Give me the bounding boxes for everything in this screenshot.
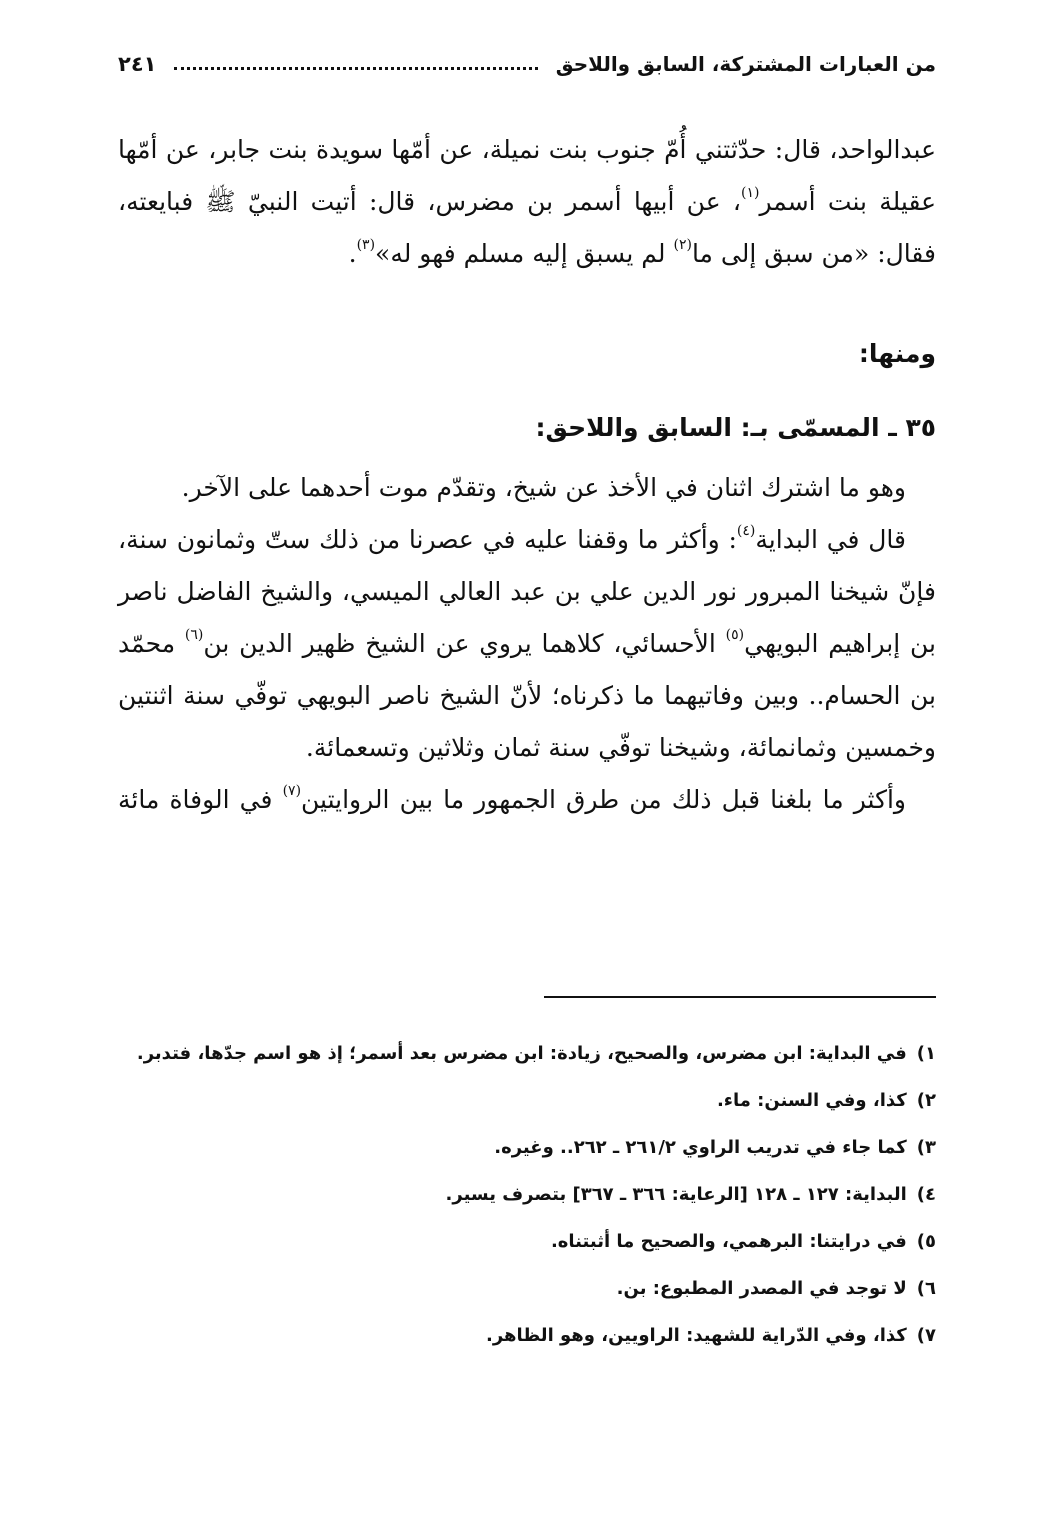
footnote-number: ١) <box>916 1043 936 1064</box>
footnote-item <box>106 1124 936 1171</box>
header-dot-leader <box>174 67 537 70</box>
footnote-text: كذا، وفي السنن: ماء. <box>716 1090 907 1111</box>
paragraph-text: محمّد بن الحسام.. وبين وفاتيهما ما ذكرناه؛ لأنّ الشيخ ناصر البويهي توفّي سنة اثنتين وخمسين وثمانمائة، وشيخنا توفّي سنة ثمان وثلاثين وتسعمائة. <box>118 629 936 762</box>
main-text <box>118 124 936 826</box>
page-number: ٢٤١ <box>118 52 157 76</box>
footnote-item <box>106 1171 936 1218</box>
paragraph-hadith <box>118 124 936 280</box>
running-header <box>118 44 936 84</box>
footnote-number: ٣) <box>916 1137 936 1158</box>
footnote-number: ٤) <box>916 1184 936 1205</box>
paragraph-text: لم يسبق إليه مسلم فهو له» <box>375 239 674 268</box>
footnote-number: ٦) <box>916 1278 936 1299</box>
footnote-ref-6: (٦) <box>184 626 204 643</box>
footnote-ref-1: (١) <box>741 184 760 201</box>
footnote-text: في البداية: ابن مضرس، والصحيح، زيادة: ابن مضرس بعد أسمر؛ إذ هو اسم جدّها، فتدبر. <box>136 1043 907 1064</box>
footnote-ref-3: (٣) <box>356 236 376 253</box>
footnote-text: كذا، وفي الدّراية للشهيد: الراويين، وهو الظاهر. <box>486 1325 907 1346</box>
footnote-separator <box>544 996 936 998</box>
paragraph-definition: وهو ما اشترك اثنان في الأخذ عن شيخ، وتقدّم موت أحدهما على الآخر. <box>181 473 906 502</box>
footnote-number: ٥) <box>916 1231 936 1252</box>
paragraph-text: وأكثر ما بلغنا قبل ذلك من طرق الجمهور ما بين الروايتين <box>301 785 906 814</box>
footnote-item <box>106 1218 936 1265</box>
footnote-ref-7: (٧) <box>282 782 302 799</box>
paragraph-text: قال في البداية <box>755 525 906 554</box>
paragraph-text: ، عن أبيها أسمر بن مضرس، قال: أتيت النبيّ ﷺ فبايعته، فقال: «من سبق إلى ما <box>118 187 936 268</box>
footnote-number: ٢) <box>916 1090 936 1111</box>
paragraph-bidaya <box>118 514 936 774</box>
header-title: من العبارات المشتركة، السابق واللاحق <box>555 52 936 76</box>
footnote-text: كما جاء في تدريب الراوي ٢٦١/٢ ـ ٢٦٢.. وغيره. <box>494 1137 907 1158</box>
footnote-ref-2: (٢) <box>673 236 692 253</box>
paragraph-text: . <box>348 239 357 268</box>
paragraph-text: الأحسائي، كلاهما يروي عن الشيخ ظهير الدين بن <box>203 629 726 658</box>
footnote-number: ٧) <box>916 1325 936 1346</box>
paragraph-text: في الوفاة مائة <box>118 785 283 814</box>
footnote-text: البداية: ١٢٧ ـ ١٢٨ [الرعاية: ٣٦٦ ـ ٣٦٧] بتصرف يسير. <box>445 1184 907 1205</box>
paragraph-text: : وأكثر ما وقفنا عليه في عصرنا من ذلك ستّ وثمانون سنة، فإنّ شيخنا المبرور نور الدين علي بن عبد العالي الميسي، والشيخ الفاضل ناصر بن إبراهيم البويهي <box>118 525 936 658</box>
section-heading: ٣٥ ـ المسمّى بـ: السابق واللاحق: <box>535 413 936 442</box>
paragraph-text: عبدالواحد، قال: حدّثتني أُمّ جنوب بنت نميلة، عن أمّها سويدة بنت جابر، عن أمّها عقيلة بنت أسمر <box>118 135 937 216</box>
footnote-item <box>106 1077 936 1124</box>
footnotes-list <box>106 1030 936 1359</box>
paragraph-jumhur <box>118 774 936 826</box>
footnote-text: في درايتنا: البرهمي، والصحيح ما أثبتناه. <box>550 1231 907 1252</box>
footnote-item <box>106 1265 936 1312</box>
footnote-ref-5: (٥) <box>725 626 745 643</box>
footnote-item <box>106 1030 936 1077</box>
subheading-minha: ومنها: <box>858 339 936 368</box>
footnote-ref-4: (٤) <box>736 522 756 539</box>
footnote-item <box>106 1312 936 1359</box>
footnote-text: لا توجد في المصدر المطبوع: بن. <box>616 1278 907 1299</box>
